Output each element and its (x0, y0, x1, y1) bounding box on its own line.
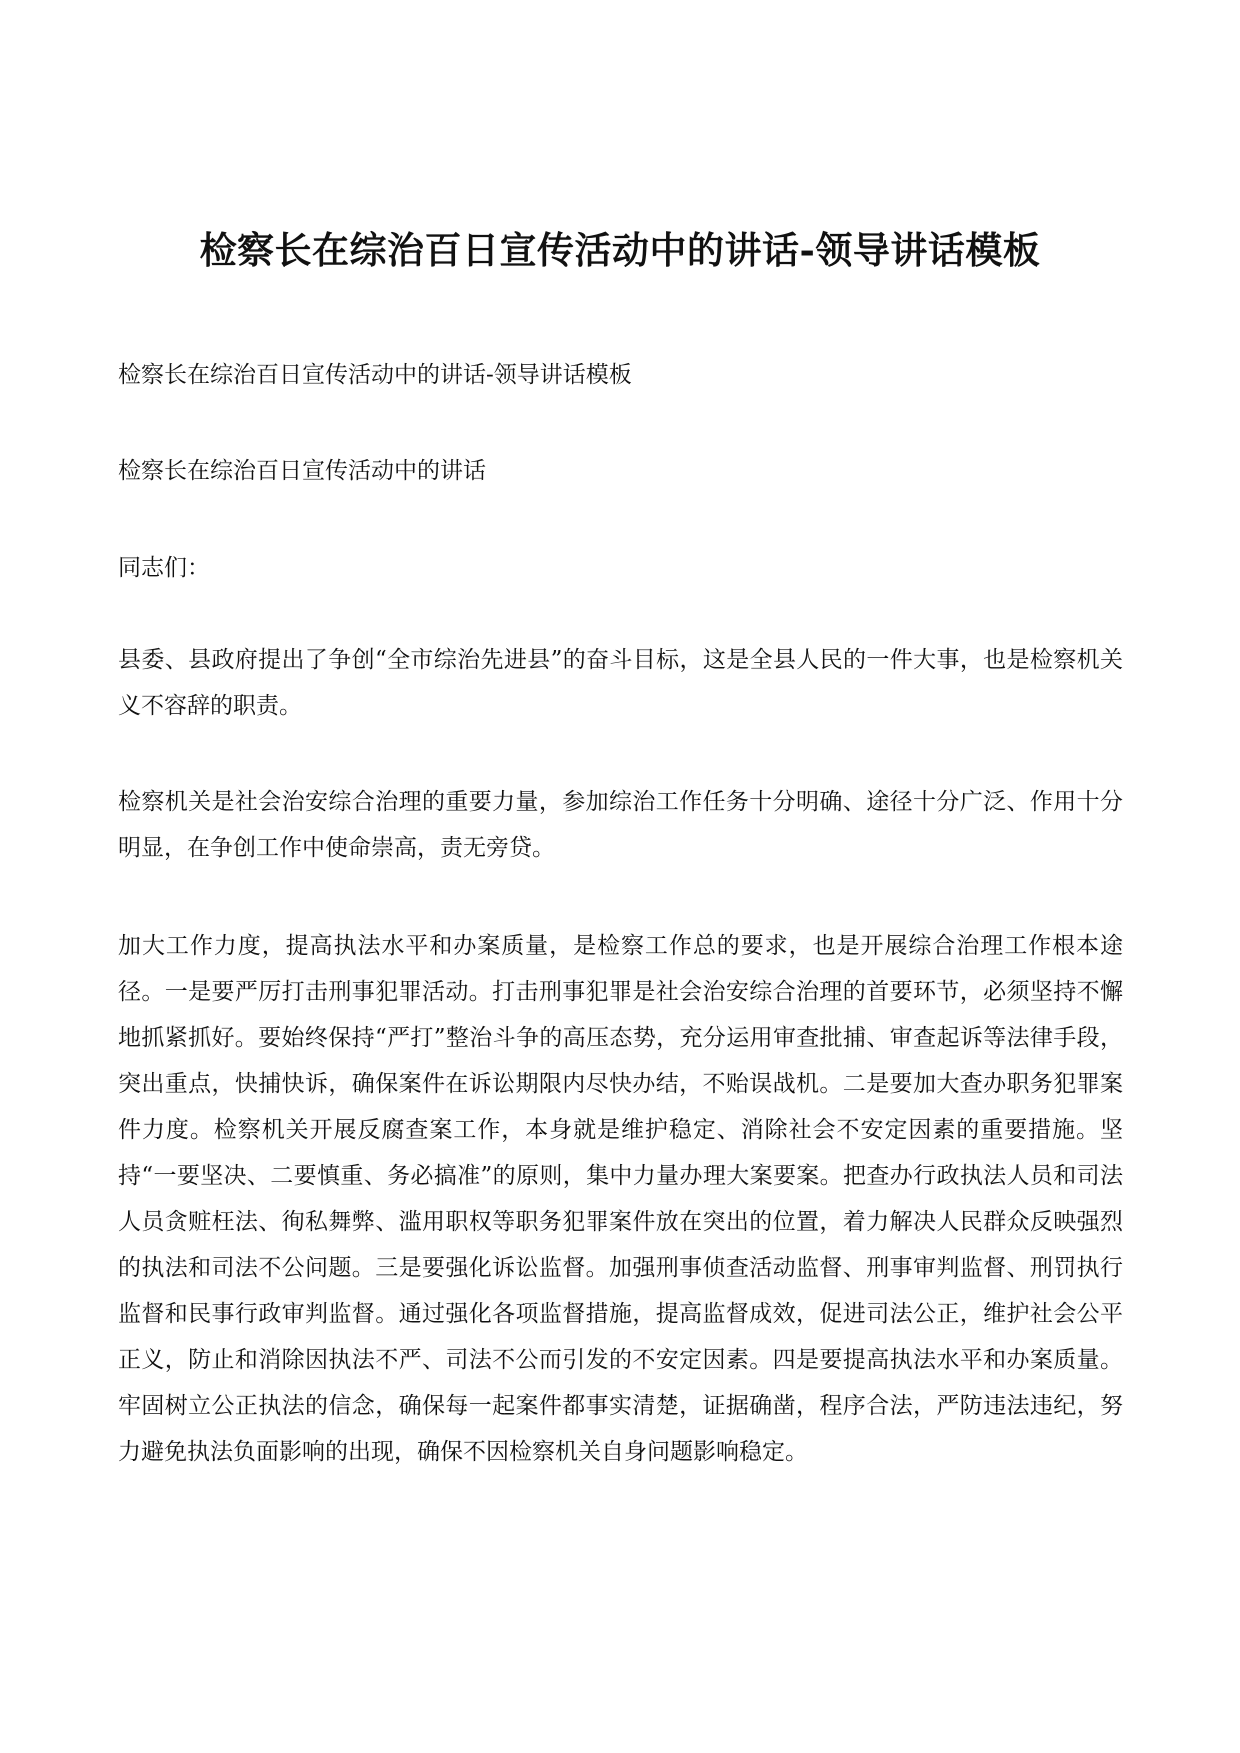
paragraph-3: 加大工作力度，提高执法水平和办案质量，是检察工作总的要求，也是开展综合治理工作根本途径。一是要严厉打击刑事犯罪活动。打击刑事犯罪是社会治安综合治理的首要环节，必须坚持不懈地抓紧抓好。要始终保持“严打”整治斗争的高压态势，充分运用审查批捕、审查起诉等法律手段，突出重点，快捕快诉，确保案件在诉讼期限内尽快办结，不贻误战机。二是要加大查办职务犯罪案件力度。检察机关开展反腐查案工作，本身就是维护稳定、消除社会不安定因素的重要措施。坚持“一要坚决、二要慎重、务必搞准”的原则，集中力量办理大案要案。把查办行政执法人员和司法人员贪赃枉法、徇私舞弊、滥用职权等职务犯罪案件放在突出的位置，着力解决人民群众反映强烈的执法和司法不公问题。三是要强化诉讼监督。加强刑事侦查活动监督、刑事审判监督、刑罚执行监督和民事行政审判监督。通过强化各项监督措施，提高监督成效，促进司法公正，维护社会公平正义，防止和消除因执法不严、司法不公而引发的不安定因素。四是要提高执法水平和办案质量。牢固树立公正执法的信念，确保每一起案件都事实清楚，证据确凿，程序合法，严防违法违纪，努力避免执法负面影响的出现，确保不因检察机关自身问题影响稳定。 (118, 933, 1123, 1465)
salutation: 同志们： (118, 555, 210, 581)
document-title: 检察长在综治百日宣传活动中的讲话-领导讲话模板 (199, 228, 1041, 272)
speech-heading: 检察长在综治百日宣传活动中的讲话 (118, 458, 486, 484)
subtitle-line: 检察长在综治百日宣传活动中的讲话-领导讲话模板 (118, 362, 632, 388)
paragraph-2: 检察机关是社会治安综合治理的重要力量，参加综治工作任务十分明确、途径十分广泛、作用十分明显，在争创工作中使命崇高，责无旁贷。 (118, 789, 1123, 861)
paragraph-1: 县委、县政府提出了争创“全市综治先进县”的奋斗目标，这是全县人民的一件大事，也是检察机关义不容辞的职责。 (118, 647, 1123, 719)
